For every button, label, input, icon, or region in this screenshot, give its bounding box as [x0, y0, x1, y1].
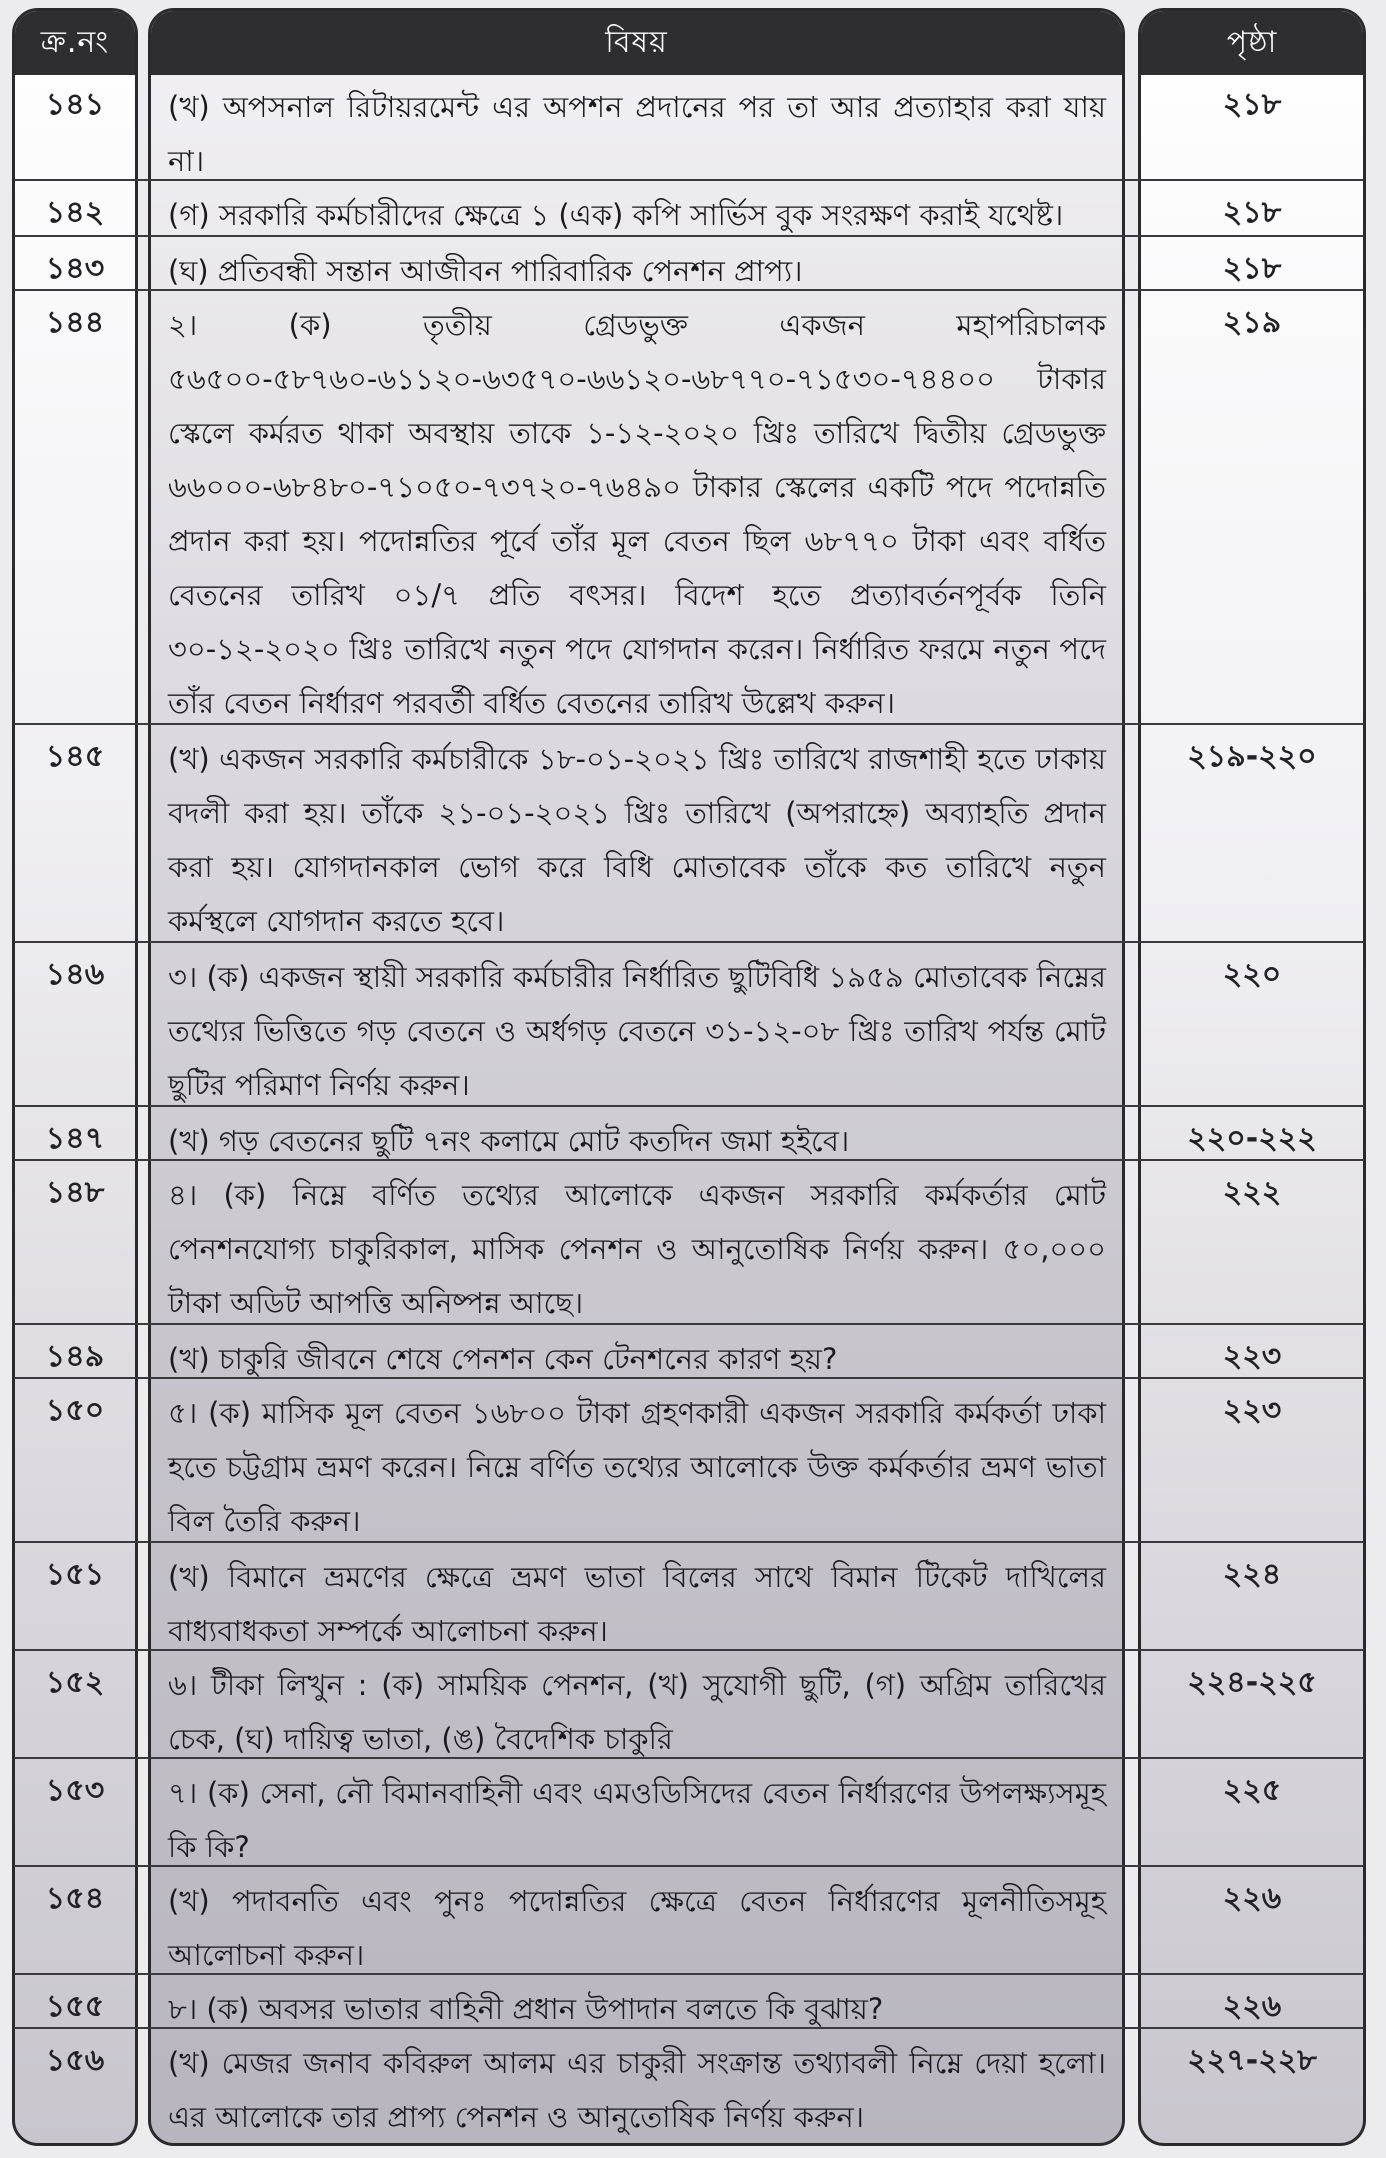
- row-serial: ১৫৫: [45, 1989, 105, 2024]
- table-row: [0, 1866, 1386, 1974]
- row-serial: ১৪৯: [45, 1339, 105, 1374]
- table-row: [0, 1160, 1386, 1324]
- row-page: ২২২: [1222, 1175, 1282, 1210]
- row-page: ২১৯-২২০: [1187, 739, 1317, 774]
- row-serial: ১৫২: [45, 1665, 105, 1700]
- row-topic: (খ) মেজর জনাব কবিরুল আলম এর চাকুরী সংক্রান্ত তথ্যাবলী নিম্নে দেয়া হলো। এর আলোকে তার প্রাপ্য পেনশন ও আনুতোষিক নির্ণয় করুন।: [168, 2046, 1106, 2134]
- row-page: ২১৮: [1222, 87, 1282, 122]
- row-serial: ১৫৬: [45, 2043, 105, 2078]
- row-page: ২২৬: [1222, 1989, 1282, 2024]
- table-row: [0, 1758, 1386, 1866]
- table-row: [0, 1974, 1386, 2028]
- table-row: [0, 942, 1386, 1106]
- row-serial: ১৪৫: [45, 739, 105, 774]
- row-serial: ১৫৪: [45, 1881, 105, 1916]
- row-topic: (খ) বিমানে ভ্রমণের ক্ষেত্রে ভ্রমণ ভাতা বিলের সাথে বিমান টিকেট দাখিলের বাধ্যবাধকতা সম্পর্কে আলোচনা করুন।: [168, 1560, 1106, 1648]
- row-page: ২২৩: [1222, 1339, 1282, 1374]
- table-row: [0, 2028, 1386, 2138]
- table-row: [0, 1542, 1386, 1650]
- row-serial: ১৪৩: [45, 251, 105, 286]
- row-page: ২২৬: [1222, 1881, 1282, 1916]
- row-serial: ১৪৬: [45, 957, 105, 992]
- row-serial: ১৪১: [45, 87, 105, 122]
- row-topic: ৭। (ক) সেনা, নৌ বিমানবাহিনী এবং এমওডিসিদের বেতন নির্ধারণের উপলক্ষ্যসমূহ কি কি?: [168, 1776, 1106, 1864]
- table-row: [0, 724, 1386, 942]
- table-row: [0, 72, 1386, 180]
- row-topic: (খ) গড় বেতনের ছুটি ৭নং কলামে মোট কতদিন জমা হইবে।: [168, 1124, 850, 1158]
- row-page: ২২৫: [1222, 1773, 1282, 1808]
- table-row: [0, 1324, 1386, 1378]
- table-row: [0, 1106, 1386, 1160]
- row-topic: (খ) অপসনাল রিটায়রমেন্ট এর অপশন প্রদানের পর তা আর প্রত্যাহার করা যায় না।: [168, 90, 1106, 178]
- row-serial: ১৪৭: [45, 1121, 105, 1156]
- table-row: [0, 236, 1386, 290]
- row-page: ২২০: [1222, 957, 1282, 992]
- row-page: ২১৯: [1222, 305, 1282, 340]
- row-serial: ১৫১: [45, 1557, 105, 1592]
- row-topic: ৫। (ক) মাসিক মূল বেতন ১৬৮০০ টাকা গ্রহণকারী একজন সরকারি কর্মকর্তা ঢাকা হতে চট্টগ্রাম ভ্রমণ করেন। নিম্নে বর্ণিত তথ্যের আলোকে উক্ত কর্মকর্তার ভ্রমণ ভাতা বিল তৈরি করুন।: [168, 1396, 1106, 1538]
- row-topic: (গ) সরকারি কর্মচারীদের ক্ষেত্রে ১ (এক) কপি সার্ভিস বুক সংরক্ষণ করাই যথেষ্ট।: [168, 198, 1064, 232]
- row-page: ২১৮: [1222, 251, 1282, 286]
- row-topic: ৬। টীকা লিখুন : (ক) সাময়িক পেনশন, (খ) সুযোগী ছুটি, (গ) অগ্রিম তারিখের চেক, (ঘ) দায়িত্ব ভাতা, (ঙ) বৈদেশিক চাকুরি: [168, 1668, 1106, 1756]
- row-topic: (খ) পদাবনতি এবং পুনঃ পদোন্নতির ক্ষেত্রে বেতন নির্ধারণের মূলনীতিসমূহ আলোচনা করুন।: [168, 1884, 1106, 1972]
- row-serial: ১৫০: [45, 1393, 105, 1428]
- row-topic: (খ) চাকুরি জীবনে শেষে পেনশন কেন টেনশনের কারণ হয়?: [168, 1342, 838, 1376]
- serial-column-header: ক্র.নং: [15, 11, 135, 75]
- table-row: [0, 290, 1386, 724]
- row-topic: ৩। (ক) একজন স্থায়ী সরকারি কর্মচারীর নির্ধারিত ছুটিবিধি ১৯৫৯ মোতাবেক নিম্নের তথ্যের ভিত্তিতে গড় বেতনে ও অর্ধগড় বেতনে ৩১-১২-০৮ খ্রিঃ তারিখ পর্যন্ত মোট ছুটির পরিমাণ নির্ণয় করুন।: [168, 960, 1106, 1102]
- row-page: ২২৭-২২৮: [1187, 2043, 1317, 2078]
- table-row: [0, 1650, 1386, 1758]
- row-topic: (ঘ) প্রতিবন্ধী সন্তান আজীবন পারিবারিক পেনশন প্রাপ্য।: [168, 254, 803, 288]
- row-topic: ৮। (ক) অবসর ভাতার বাহিনী প্রধান উপাদান বলতে কি বুঝায়?: [168, 1992, 884, 2026]
- row-page: ২২৩: [1222, 1393, 1282, 1428]
- row-page: ২১৮: [1222, 195, 1282, 230]
- table-body: [0, 72, 1386, 2138]
- row-topic: (খ) একজন সরকারি কর্মচারীকে ১৮-০১-২০২১ খ্রিঃ তারিখে রাজশাহী হতে ঢাকায় বদলী করা হয়। তাঁকে ২১-০১-২০২১ খ্রিঃ তারিখে (অপরাহ্নে) অব্যাহতি প্রদান করা হয়। যোগদানকাল ভোগ করে বিধি মোতাবেক তাঁকে কত তারিখে নতুন কর্মস্থলে যোগদান করতে হবে।: [168, 742, 1106, 938]
- row-serial: ১৪২: [45, 195, 105, 230]
- page-column-header: পৃষ্ঠা: [1141, 11, 1363, 75]
- row-serial: ১৪৪: [45, 305, 105, 340]
- row-page: ২২৪: [1222, 1557, 1282, 1592]
- table-row: [0, 180, 1386, 236]
- row-serial: ১৫৩: [45, 1773, 105, 1808]
- row-serial: ১৪৮: [45, 1175, 105, 1210]
- row-page: ২২৪-২২৫: [1187, 1665, 1317, 1700]
- table-row: [0, 1378, 1386, 1542]
- row-topic: ৪। (ক) নিম্নে বর্ণিত তথ্যের আলোকে একজন সরকারি কর্মকর্তার মোট পেনশনযোগ্য চাকুরিকাল, মাসিক পেনশন ও আনুতোষিক নির্ণয় করুন। ৫০,০০০ টাকা অডিট আপত্তি অনিষ্পন্ন আছে।: [168, 1178, 1106, 1320]
- row-topic: ২। (ক) তৃতীয় গ্রেডভুক্ত একজন মহাপরিচালক ৫৬৫০০-৫৮৭৬০-৬১১২০-৬৩৫৭০-৬৬১২০-৬৮৭৭০-৭১৫৩০-৭৪৪০০ টাকার স্কেলে কর্মরত থাকা অবস্থায় তাকে ১-১২-২০২০ খ্রিঃ তারিখে দ্বিতীয় গ্রেডভুক্ত ৬৬০০০-৬৮৪৮০-৭১০৫০-৭৩৭২০-৭৬৪৯০ টাকার স্কেলের একটি পদে পদোন্নতি প্রদান করা হয়। পদোন্নতির পূর্বে তাঁর মূল বেতন ছিল ৬৮৭৭০ টাকা এবং বর্ধিত বেতনের তারিখ ০১/৭ প্রতি বৎসর। বিদেশ হতে প্রত্যাবর্তনপূর্বক তিনি ৩০-১২-২০২০ খ্রিঃ তারিখে নতুন পদে যোগদান করেন। নির্ধারিত ফরমে নতুন পদে তাঁর বেতন নির্ধারণ পরবর্তী বর্ধিত বেতনের তারিখ উল্লেখ করুন।: [168, 308, 1106, 720]
- row-page: ২২০-২২২: [1187, 1121, 1317, 1156]
- topic-column-header: বিষয়: [151, 11, 1122, 75]
